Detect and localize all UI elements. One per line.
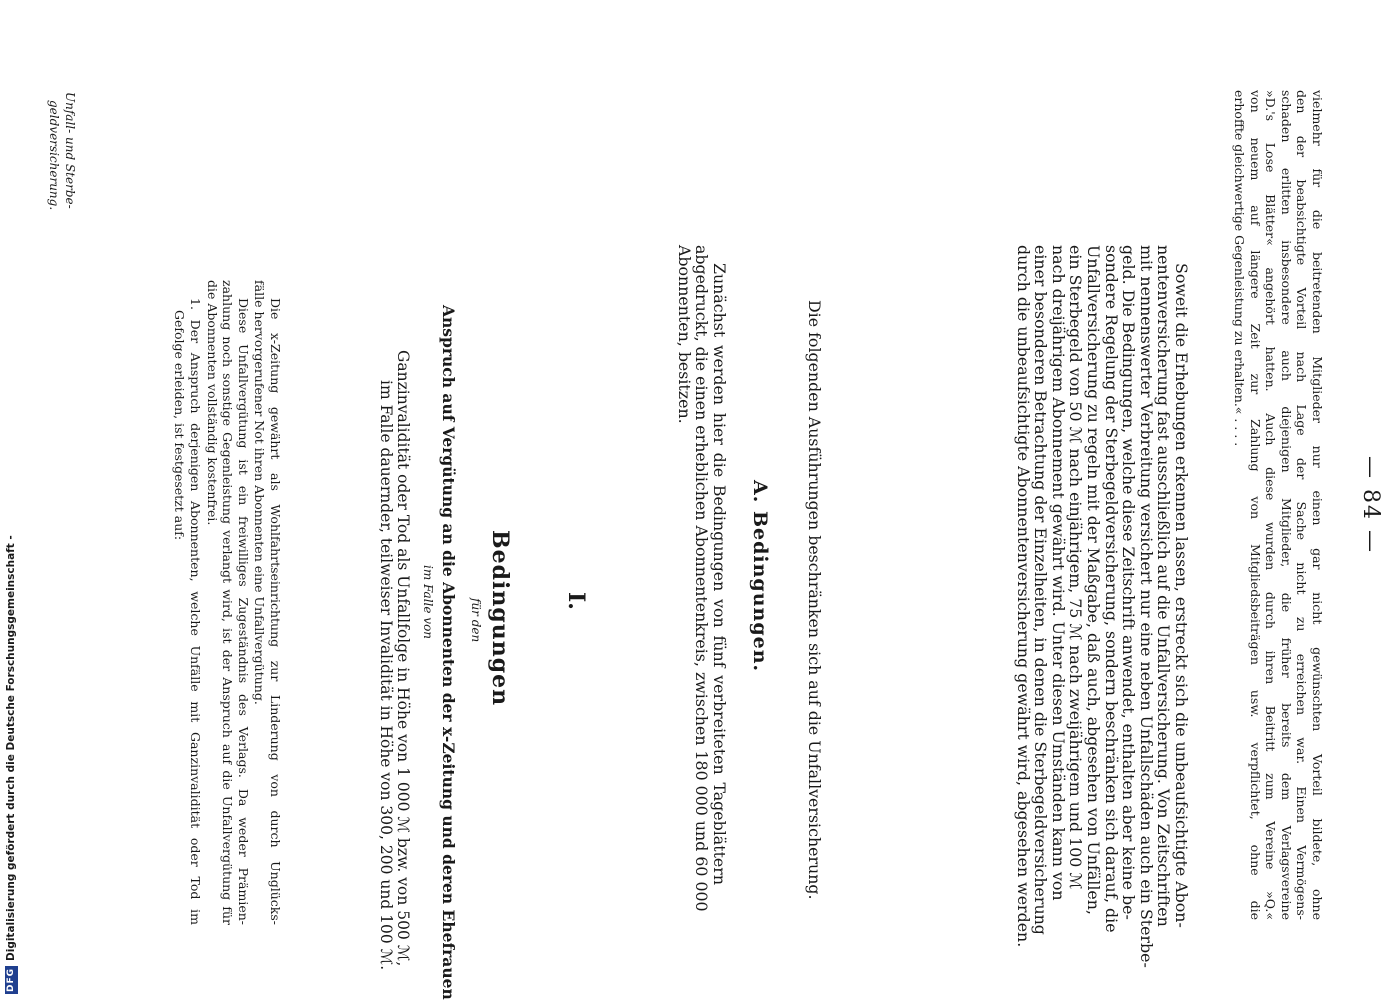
text-line: fälle hervorgerufener Not ihren Abonnenten eine Unfallvergütung. [252, 280, 268, 705]
small-paragraph-3 [172, 280, 203, 925]
roman-numeral: I. [563, 592, 589, 610]
text-line: mit nennenswerter Verbreitung versichert nur eine neben Unfallschäden auch ein Sterbe- [1136, 245, 1156, 968]
conditions-title: Bedingungen [487, 530, 513, 707]
footer-credit [0, 0, 22, 1000]
text-line: nach dreijährigem Abonnement gewährt wird. Unter diesen Umständen kann von [1048, 245, 1068, 901]
text-line: ein Sterbegeld von 50 ℳ nach einjährigem, 75 ℳ nach zweijährigem und 100 ℳ [1066, 245, 1086, 890]
text-line: Abonnenten, besitzen. [674, 245, 694, 424]
text-line: vielmehr für die beitretenden Mitglieder nur einen gar nicht gewünschten Vorteil bildete, ohne [1310, 90, 1325, 920]
text-line: einer besonderen Betrachtung der Einzelheiten, in denen die Sterbegeldversicherung [1031, 245, 1051, 935]
paragraph-soweit [1013, 245, 1191, 968]
page-number: — 84 — [1358, 456, 1383, 554]
text-line: Ganzinvalidität oder Tod als Unfallfolge in Höhe von 1 000 ℳ bzw. von 500 ℳ, [394, 350, 412, 967]
small-paragraph-1 [252, 280, 283, 925]
top-block [1232, 90, 1325, 920]
footer-text: Digitalisierung gefördert durch die Deutsche Forschungsgemeinschaft - [5, 535, 17, 961]
text-line: durch die unbeaufsichtigte Abonnentenversicherung gewährt wird, abgesehen werden. [1013, 245, 1033, 948]
small-paragraph-2 [205, 280, 252, 925]
text-line: den der beabsichtigte Vorteil nach Lage der Sache nicht zu erreichen war. Einen Vermögens- [1294, 90, 1310, 920]
text-line: Gefolge erleiden, ist festgesetzt auf: [172, 310, 188, 541]
text-line: die Abonnenten vollständig kostenfrei. [205, 280, 220, 526]
text-line: erhoffte gleichwertige Gegenleistung zu erhalten.« . . . . [1232, 90, 1248, 447]
text-line: zahlung noch sonstige Gegenleistung verlangt wird, ist der Anspruch auf die Unfallvergütung für [220, 280, 236, 925]
text-line: Zunächst werden hier die Bedingungen von fünf verbreiteten Tageblättern [710, 263, 729, 885]
for-the-label: für den [469, 598, 483, 643]
paragraph-zunaechst [674, 245, 729, 912]
in-case-of-label: im Falle von [421, 565, 435, 640]
margin-note-line: Unfall- und Sterbe- [63, 92, 77, 209]
claim-heading: Anspruch auf Vergütung an die Abonnenten der x-Zeitung und deren Ehefrauen [439, 305, 458, 1000]
section-heading: A. Bedingungen. [749, 480, 771, 673]
text-line: von neuem auf längere Zeit zur Zahlung von Mitgliedsbeiträgen usw. verpflichtet, ohne die [1248, 90, 1263, 920]
text-line: Die x-Zeitung gewährt als Wohlfahrtseinrichtung zur Linderung von durch Unglücks- [268, 298, 283, 925]
dfg-logo: DFG [6, 968, 16, 993]
text-line: »D.'s Lose Blätter« angehört hatten. Auch diese wurden durch ihren Beitritt zum Vereine »Q.« [1263, 90, 1279, 920]
text-line: Unfallversicherung zu regeln mit der Maßgabe, daß auch, abgesehen von Unfällen, [1084, 245, 1104, 915]
paragraph-ausfuehrungen: Die folgenden Ausführungen beschränken sich auf die Unfallversicherung. [805, 300, 824, 900]
margin-note [46, 92, 78, 222]
text-line: nentenversicherung fast ausschließlich auf die Unfallversicherung. Von Zeitschriften [1154, 245, 1174, 927]
text-line: Diese Unfallvergütung ist ein freiwilliges Zugeständnis des Verlags. Da weder Prämien- [236, 298, 251, 925]
text-line: geld. Die Bedingungen, welche diese Zeitschrift anwendet, enthalten aber keine be- [1119, 245, 1139, 920]
text-line: Soweit die Erhebungen erkennen lassen, erstreckt sich die unbeaufsichtigte Abon- [1172, 263, 1191, 928]
text-line: abgedruckt, die einen erheblichen Abonnentenkreis, zwischen 180 000 und 60 000 [692, 245, 712, 912]
text-line: schaden erlitten insbesondere auch diejenigen Mitglieder, die früher bereits dem Verlagsvereine [1279, 90, 1294, 920]
text-line: 1. Der Anspruch derjenigen Abonnenten, welche Unfälle mit Ganzinvalidität oder Tod im [188, 298, 203, 925]
text-line: im Falle dauernder, teilweiser Invalidität in Höhe von 300, 200 und 100 ℳ. [377, 380, 395, 971]
margin-note-line: geldversicherung. [47, 100, 61, 211]
invalidity-block [377, 350, 411, 970]
text-line: sondere Regelung der Sterbegeldversicherung, sondern beschränken sich darauf, die [1101, 245, 1121, 933]
